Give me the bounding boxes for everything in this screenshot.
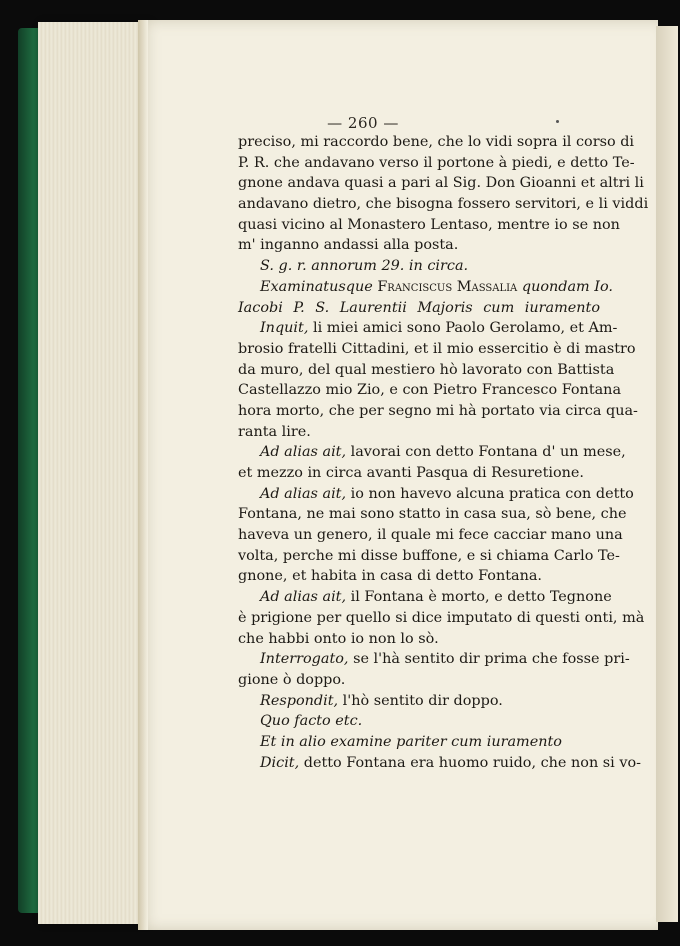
text-segment: da muro, del qual mestiero hò lavorato con Battista: [238, 361, 615, 378]
text-line: [238, 463, 600, 484]
italic-text: S. g. r. annorum 29. in circa.: [260, 258, 469, 275]
italic-text: Ad alias ait,: [260, 589, 347, 606]
text-segment: Castellazzo mio Zio, e con Pietro Francesco Fontana: [238, 382, 622, 399]
text-segment: io non havevo alcuna pratica con detto: [346, 485, 634, 502]
text-segment: P. R. che andavano verso il portone à piedi, e detto Te-: [238, 154, 635, 171]
text-segment: lavorai con detto Fontana d' un mese,: [346, 444, 626, 461]
ink-speck: [556, 120, 559, 123]
italic-text: quondam Io.: [517, 278, 613, 295]
text-line: [238, 691, 600, 712]
text-segment: gnone, et habita in casa di detto Fontana.: [238, 568, 543, 585]
text-segment: Fontana, ne mai sono statto in casa sua, sò bene, che: [238, 506, 627, 523]
text-line: [238, 380, 622, 401]
text-line: [238, 587, 612, 608]
text-line: [238, 711, 600, 732]
text-line: [238, 608, 645, 629]
text-segment: gione ò doppo.: [238, 671, 346, 688]
italic-text: Inquit,: [260, 320, 309, 337]
text-segment: il Fontana è morto, e detto Tegnone: [346, 589, 612, 606]
body-text: [238, 132, 649, 773]
text-segment: l'hò sentito dir doppo.: [338, 692, 503, 709]
text-segment: che habbi onto io non lo sò.: [238, 630, 439, 647]
text-line: [238, 132, 635, 153]
small-caps-name: Franciscus Massalia: [377, 278, 518, 295]
text-line: [238, 360, 615, 381]
text-segment: haveva un genero, il quale mi fece cacciar mano una: [238, 527, 623, 544]
italic-text: Respondit,: [260, 692, 339, 709]
text-line: [238, 484, 634, 505]
text-segment: hora morto, che per segno mi hà portato via circa qua-: [238, 402, 638, 419]
text-line: [238, 566, 600, 587]
page-stack-edge: [38, 22, 150, 924]
text-segment: detto Fontana era huomo ruido, che non si vo-: [299, 754, 642, 771]
page-number: — 260 —: [327, 114, 399, 132]
text-segment: ranta lire.: [238, 423, 311, 440]
italic-text: Et in alio examine pariter cum iuramento: [260, 733, 562, 750]
text-line: [238, 277, 613, 298]
text-segment: se l'hà sentito dir prima che fosse pri-: [348, 651, 630, 668]
italic-text: Ad alias ait,: [260, 485, 347, 502]
text-segment: è prigione per quello si dice imputato di questi onti, mà: [238, 609, 645, 626]
text-line: [238, 318, 618, 339]
italic-text: Examinatusque: [260, 278, 378, 295]
text-line: [238, 173, 644, 194]
text-segment: m' inganno andassi alla posta.: [238, 237, 459, 254]
text-line: [238, 442, 626, 463]
text-line: [238, 525, 623, 546]
text-line: [238, 649, 630, 670]
text-line: [238, 194, 649, 215]
italic-text: Iacobi P. S. Laurentii Majoris cum iuramento: [238, 299, 600, 316]
text-line: [238, 546, 620, 567]
text-line: [238, 153, 635, 174]
text-line: [238, 670, 600, 691]
text-line: [238, 753, 642, 774]
text-segment: li miei amici sono Paolo Gerolamo, et Am-: [308, 320, 618, 337]
text-segment: volta, perche mi disse buffone, e si chiama Carlo Te-: [238, 547, 620, 564]
facing-page-edge: [656, 26, 678, 922]
text-segment: brosio fratelli Cittadini, et il mio essercitio è di mastro: [238, 340, 636, 357]
text-segment: quasi vicino al Monastero Lentaso, mentre io se non: [238, 216, 620, 233]
text-line: [238, 215, 620, 236]
text-line: [238, 504, 627, 525]
italic-text: Ad alias ait,: [260, 444, 347, 461]
text-segment: et mezzo in circa avanti Pasqua di Resuretione.: [238, 465, 584, 481]
italic-text: Quo facto etc.: [260, 713, 363, 730]
text-segment: preciso, mi raccordo bene, che lo vidi sopra il corso di: [238, 134, 635, 150]
text-line: [238, 422, 600, 443]
text-line: [238, 629, 600, 650]
italic-text: Dicit,: [260, 754, 300, 771]
text-line: [238, 339, 636, 360]
text-line: [238, 298, 600, 319]
text-line: [238, 401, 638, 422]
italic-text: Interrogato,: [260, 651, 349, 668]
text-segment: andavano dietro, che bisogna fossero servitori, e li viddi: [238, 196, 649, 213]
text-line: [238, 256, 600, 277]
text-line: [238, 235, 600, 256]
text-segment: gnone andava quasi a pari al Sig. Don Gioanni et altri li: [238, 175, 644, 192]
text-line: [238, 732, 600, 753]
